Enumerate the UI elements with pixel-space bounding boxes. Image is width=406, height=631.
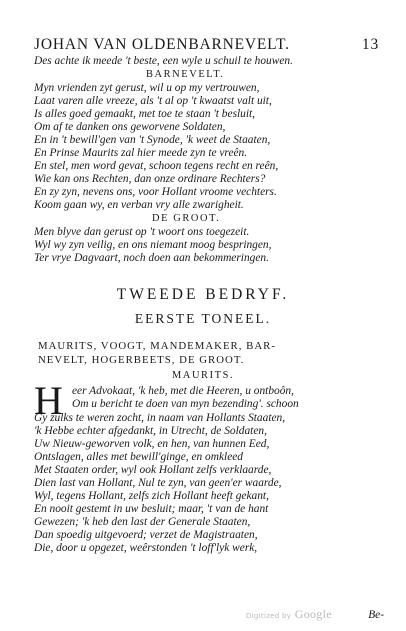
verse-line: Om af te danken ons geworvene Soldaten, — [34, 121, 226, 133]
verse-line: Ontslagen, alles met bewill'ginge, en omkleed — [34, 451, 244, 463]
verse-line: Met Staaten order, wyl ook Hollant zelfs verklaarde, — [34, 464, 272, 476]
verse-line: Is alles goed gemaakt, met toe te staan 't besluit, — [34, 108, 256, 120]
speaker-name: DE GROOT. — [152, 213, 221, 224]
verse-line: Dien last van Hollant, Nul te zyn, van geen'er waarde, — [34, 477, 282, 489]
running-title: JOHAN VAN OLDENBARNEVELT. — [34, 36, 290, 53]
verse-line: eer Advokaat, 'k heb, met die Heeren, u ontboôn, — [72, 385, 294, 397]
cast-list-line: NEVELT, HOGERBEETS, DE GROOT. — [38, 354, 245, 366]
drop-cap: H — [34, 378, 63, 423]
verse-line: En in 't bewill'gen van 't Synode, 'k weet de Staaten, — [34, 134, 271, 146]
verse-line: Om u bericht te doen van myn bezending'. schoon — [72, 398, 299, 410]
cast-list-line: MAURITS, VOOGT, MANDEMAKER, BAR- — [38, 340, 276, 352]
speaker-name: BARNEVELT. — [146, 69, 225, 80]
verse-line: Ter vrye Dagvaart, noch doen aan bekommeringen. — [34, 252, 269, 264]
verse-line: Laat varen alle vreeze, als 't al op 't kwaatst valt uit, — [34, 95, 272, 107]
scene-title: EERSTE TONEEL. — [134, 311, 272, 326]
verse-line: Die, door u opgezet, weêrstonden 't loff'lyk werk, — [34, 542, 258, 554]
digitization-watermark — [246, 607, 332, 622]
verse-line: Wyl wy zyn veilig, en ons niemant moog bespringen, — [34, 239, 272, 251]
verse-line: En zy zyn, nevens ons, voor Hollant vroome vechters. — [34, 186, 277, 198]
verse-line: Koom gaan wy, en verban vry alle zwarigheit. — [34, 199, 244, 211]
running-header — [34, 36, 379, 54]
catchword: Be- — [368, 609, 384, 621]
watermark-prefix: Digitized by — [246, 612, 292, 620]
verse-line: Gewezen; 'k heb den last der Generale Staaten, — [34, 516, 251, 528]
verse-line: Men blyve dan gerust op 't woort ons toegezeit. — [34, 226, 250, 238]
verse-line: En stel, men word gevat, schoon tegens recht en reên, — [34, 160, 279, 172]
page-number: 13 — [361, 36, 379, 53]
verse-line: En Prinse Maurits zal hier meede zyn te vreên. — [34, 147, 248, 159]
verse-line: Wyl, tegens Hollant, zelfs zich Hollant heeft gekant, — [34, 490, 269, 502]
watermark-brand: Google — [294, 607, 332, 621]
verse-line: Myn vrienden zyt gerust, wil u op my vertrouwen, — [34, 82, 260, 94]
verse-line: 'k Hebbe echter afgedankt, in Utrecht, de Soldaten, — [34, 425, 267, 437]
verse-line: Dan spoedig uitgevoerd; verzet de Magistraaten, — [34, 529, 258, 541]
speaker-name: MAURITS. — [172, 370, 235, 381]
verse-line: Wie kan ons Rechten, dan onze ordinare Rechters? — [34, 173, 266, 185]
verse-line: Gy zulks te weren zocht, in naam van Hollants Staaten, — [34, 412, 286, 424]
verse-line: Uw Nieuw-geworven volk, en hen, van hunnen Eed, — [34, 438, 270, 450]
act-title: TWEEDE BEDRYF. — [116, 286, 290, 303]
verse-line: En nooit gestemt in uw besluit; maar, 't van de hant — [34, 503, 269, 515]
verse-line: Des achte ik meede 't beste, een wyle u schuil te houwen. — [34, 55, 293, 67]
